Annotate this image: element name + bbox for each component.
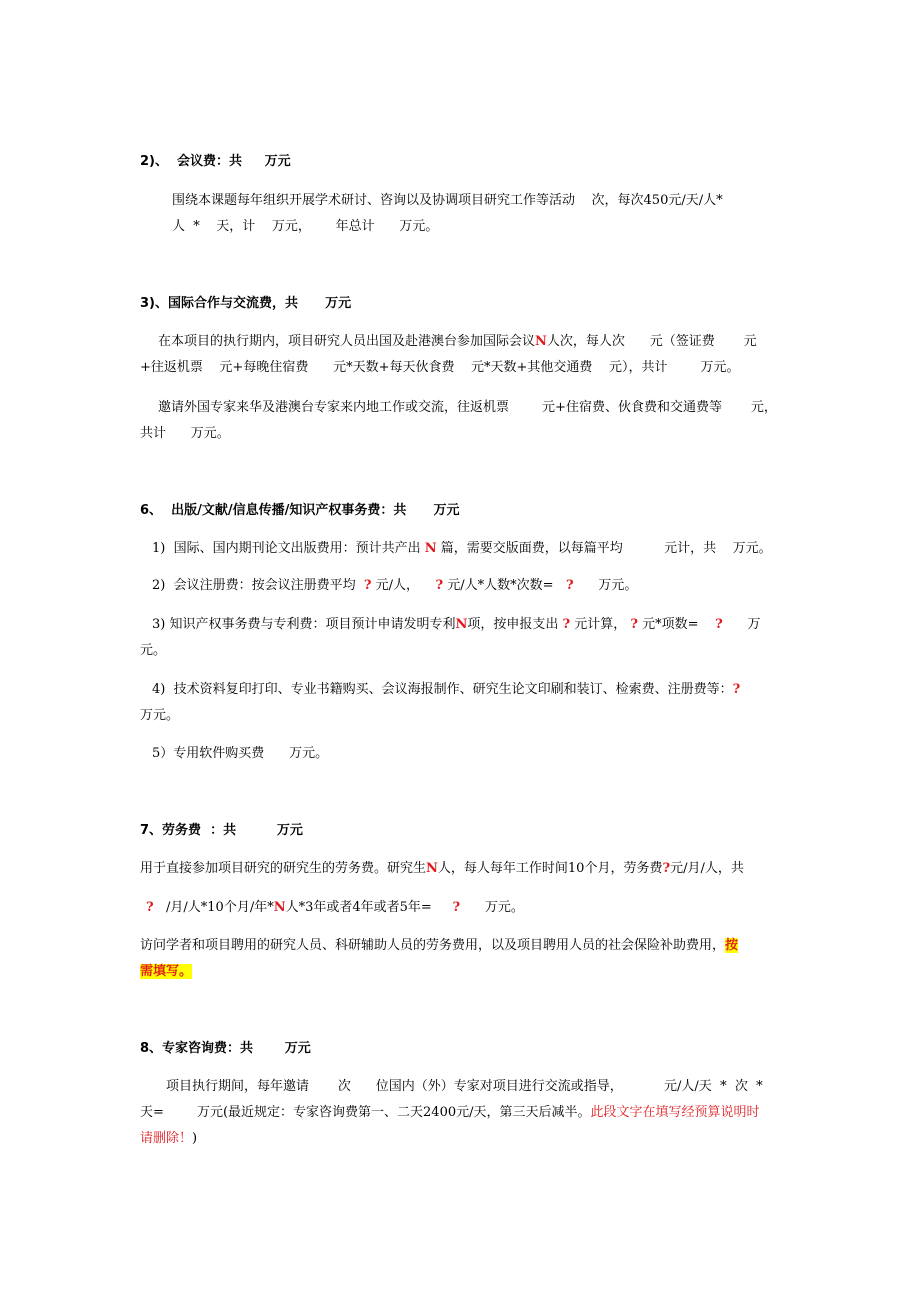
- placeholder-n: N: [426, 861, 438, 876]
- placeholder-n: N: [424, 541, 437, 556]
- section-8-para-line3: [140, 1131, 197, 1147]
- text-segment: 篇，需要交版面费，以每篇平均 元计，共 万元。: [436, 541, 772, 556]
- highlight-note: 按: [725, 938, 739, 953]
- delete-note: 此段文字在填写经预算说明时: [590, 1105, 760, 1120]
- placeholder-n: N: [535, 334, 547, 349]
- placeholder-question: ?: [435, 578, 444, 593]
- section-7-title: 7、劳务费 ：共 万元: [140, 823, 303, 838]
- text-segment: 在本项目的执行期内，项目研究人员出国及赴港澳台参加国际会议: [158, 334, 536, 349]
- section-6-title: 6、 出版/文献/信息传播/知识产权事务费：共 万元: [140, 503, 460, 518]
- placeholder-question: ?: [715, 617, 723, 632]
- text-segment: 用于直接参加项目研究的研究生的劳务费。研究生: [140, 861, 427, 876]
- placeholder-question: ?: [732, 682, 741, 697]
- placeholder-question: ?: [363, 578, 372, 593]
- placeholder-question: ?: [630, 617, 639, 632]
- text-segment: 元*项数=: [638, 617, 716, 632]
- text-segment: 元/人*人数*次数=: [443, 578, 566, 593]
- delete-note: 请删除！: [140, 1131, 193, 1146]
- text-segment: 1) 国际、国内期刊论文出版费用：预计共产出: [152, 541, 425, 556]
- text-segment: 元/人，: [371, 578, 436, 593]
- section-7-para1-line1: [140, 861, 744, 877]
- placeholder-question: ?: [662, 861, 671, 876]
- section-8-title: 8、专家咨询费：共 万元: [140, 1041, 311, 1056]
- text-segment: /月/人*10个月/年*: [153, 900, 274, 915]
- section-2-title: 2)、 会议费：共 万元: [140, 154, 291, 169]
- section-3-title: 3)、国际合作与交流费，共 万元: [140, 296, 352, 311]
- section-6-item3-line1: [152, 617, 761, 633]
- text-segment: 元计算，: [570, 617, 631, 632]
- section-6-item2: [152, 578, 637, 594]
- text-segment: 天= 万元(最近规定：专家咨询费第一、二天2400元/天，第三天后减半。: [140, 1105, 591, 1120]
- highlight-note: 需填写。: [140, 964, 193, 979]
- text-segment: 2) 会议注册费：按会议注册费平均: [152, 578, 364, 593]
- section-6-item5: 5）专用软件购买费 万元。: [152, 746, 329, 761]
- text-segment: 人*3年或者4年或者5年=: [285, 900, 453, 915]
- placeholder-question: ?: [565, 578, 574, 593]
- text-segment: 万元。: [460, 900, 524, 915]
- section-3-para1-line1: [158, 334, 757, 350]
- section-2-para-line2: 人 * 天，计 万元， 年总计 万元。: [172, 219, 439, 234]
- section-3-para2-line2: 共计 万元。: [140, 426, 230, 441]
- section-6-item3-line2: 元。: [140, 643, 167, 658]
- text-segment: 3) 知识产权事务费与专利费：项目预计申请发明专利: [152, 617, 456, 632]
- placeholder-n: N: [455, 617, 468, 632]
- section-3-para1-line2: +往返机票 元+每晚住宿费 元*天数+每天伙食费 元*天数+其他交通费 元），共计 万元。: [140, 360, 740, 375]
- section-3-para2-line1: 邀请外国专家来华及港澳台专家来内地工作或交流，往返机票 元+住宿费、伙食费和交通费等 元，: [158, 400, 777, 415]
- text-segment: 人次，每人次 元（签证费 元: [546, 334, 757, 349]
- text-segment: 万: [722, 617, 761, 632]
- text-segment: 项，按申报支出: [467, 617, 563, 632]
- section-7-para1-line2: [146, 900, 524, 916]
- placeholder-question: ?: [146, 900, 154, 915]
- text-segment: 人，每人每年工作时间10个月，劳务费: [437, 861, 663, 876]
- placeholder-question: ?: [562, 617, 571, 632]
- text-segment: 元/月/人，共: [670, 861, 744, 876]
- section-8-para-line1: 项目执行期间，每年邀请 次 位国内（外）专家对项目进行交流或指导， 元/人/天 * 次 *: [166, 1079, 763, 1094]
- section-7-para2-line1: [140, 938, 738, 954]
- placeholder-n: N: [273, 900, 286, 915]
- section-6-item4-line2: 万元。: [140, 708, 180, 723]
- section-2-para-line1: 围绕本课题每年组织开展学术研讨、咨询以及协调项目研究工作等活动 次，每次450元/天/人*: [172, 193, 723, 208]
- text-segment: 万元。: [573, 578, 638, 593]
- section-6-item1: [152, 541, 772, 557]
- text-segment: ): [192, 1131, 198, 1146]
- text-segment: 访问学者和项目聘用的研究人员、科研辅助人员的劳务费用，以及项目聘用人员的社会保险补助费用，: [140, 938, 726, 953]
- section-7-para2-line2: [140, 964, 192, 980]
- text-segment: 4) 技术资料复印打印、专业书籍购买、会议海报制作、研究生论文印刷和装订、检索费、注册费等：: [152, 682, 733, 697]
- section-8-para-line2: [140, 1105, 760, 1121]
- placeholder-question: ?: [452, 900, 461, 915]
- section-6-item4-line1: [152, 682, 740, 698]
